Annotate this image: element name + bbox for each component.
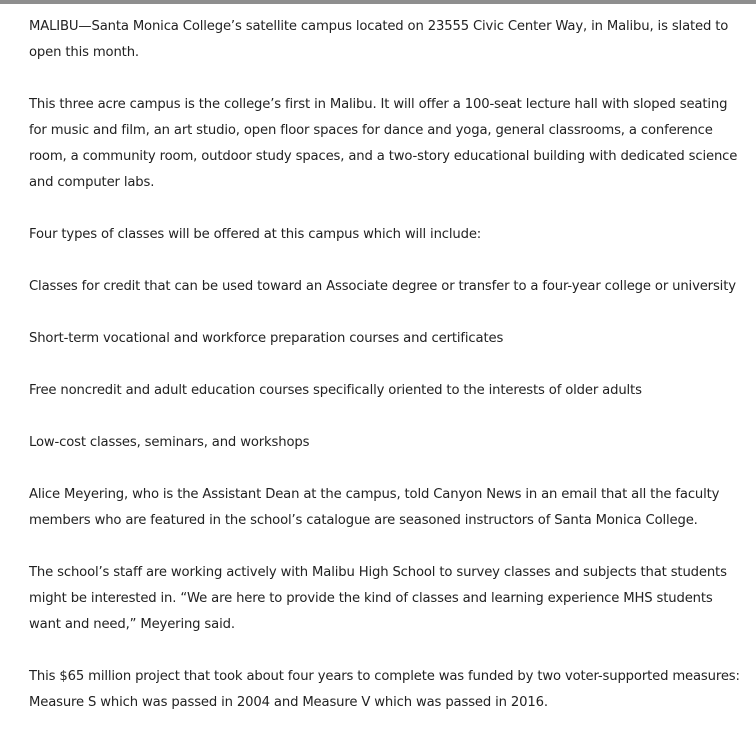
paragraph-staff-quote: The school’s staff are working actively with Malibu High School to survey classes and subjects that students might be interested in. “We are here to provide the kind of classes and learning experience MHS students want and need,” Meyering said.	[29, 565, 727, 632]
paragraph-faculty: Alice Meyering, who is the Assistant Dean at the campus, told Canyon News in an email that all the faculty members who are featured in the school’s catalogue are seasoned instructors of Santa Monica College.	[29, 487, 720, 528]
paragraph-class-types-intro: Four types of classes will be offered at this campus which will include:	[29, 227, 482, 242]
paragraph-funding: This $65 million project that took about four years to complete was funded by two voter-supported measures: Measure S which was passed in 2004 and Measure V which was passed in 2016.	[29, 669, 740, 710]
paragraph-intro: MALIBU—Santa Monica College’s satellite campus located on 23555 Civic Center Way, in Malibu, is slated to open this month.	[29, 19, 729, 60]
top-border	[0, 0, 756, 4]
paragraph-low-cost-classes: Low-cost classes, seminars, and workshops	[29, 435, 310, 450]
paragraph-credit-classes: Classes for credit that can be used toward an Associate degree or transfer to a four-year college or university	[29, 279, 736, 294]
article-body	[29, 14, 741, 742]
paragraph-campus-description: This three acre campus is the college’s first in Malibu. It will offer a 100-seat lecture hall with sloped seating for music and film, an art studio, open floor spaces for dance and yoga, general classrooms, a conference room, a community room, outdoor study spaces, and a two-story educational building with dedicated science and computer labs.	[29, 97, 738, 190]
paragraph-noncredit-courses: Free noncredit and adult education courses specifically oriented to the interests of older adults	[29, 383, 642, 398]
paragraph-vocational-courses: Short-term vocational and workforce preparation courses and certificates	[29, 331, 504, 346]
